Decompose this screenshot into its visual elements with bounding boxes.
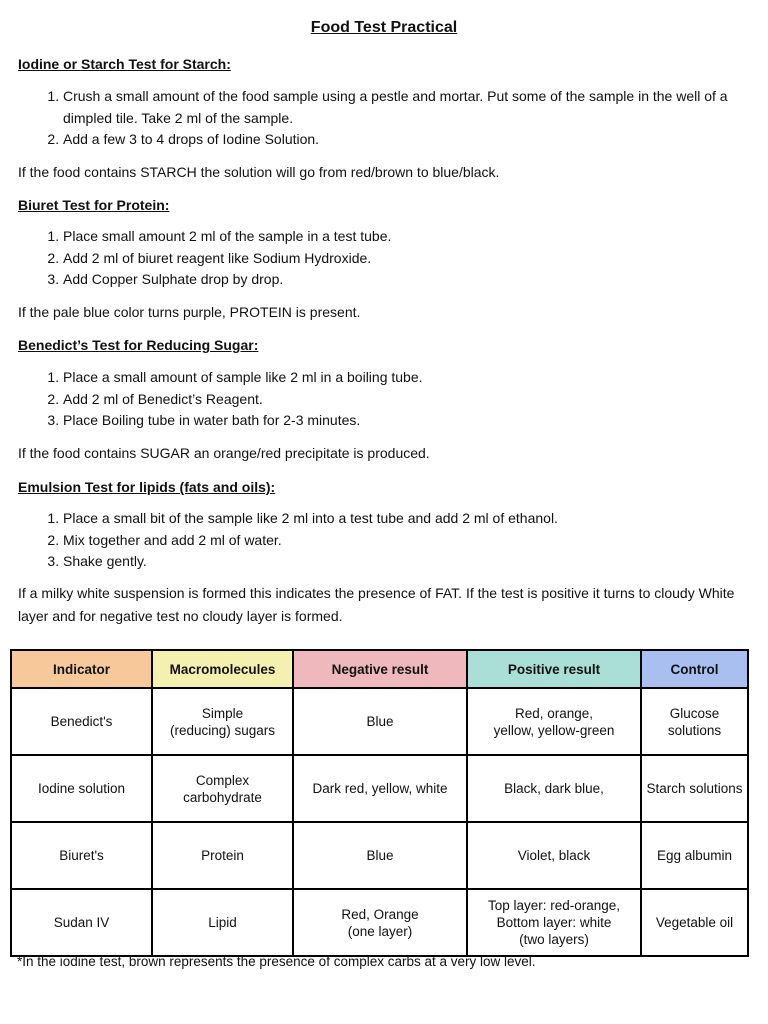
table-cell: Benedict's xyxy=(11,688,152,755)
table-cell: Red, Orange (one layer) xyxy=(293,889,467,956)
conclusion-benedict: If the food contains SUGAR an orange/red precipitate is produced. xyxy=(18,445,430,461)
header-indicator: Indicator xyxy=(11,650,152,688)
list-item: 3. Add Copper Sulphate drop by drop. xyxy=(63,269,743,291)
food-tests-table xyxy=(10,649,749,957)
steps-list-benedict xyxy=(18,367,743,432)
list-item: 1. Place a small amount of sample like 2 ml in a boiling tube. xyxy=(63,367,743,389)
table-cell: Egg albumin xyxy=(641,822,748,889)
table-cell: Red, orange, yellow, yellow-green xyxy=(467,688,641,755)
table-cell: Complex carbohydrate xyxy=(152,755,293,822)
table-cell: Glucose solutions xyxy=(641,688,748,755)
table-row xyxy=(11,889,748,956)
table-cell: Biuret's xyxy=(11,822,152,889)
table-cell: Blue xyxy=(293,822,467,889)
table-cell: Violet, black xyxy=(467,822,641,889)
list-item: 2. Add a few 3 to 4 drops of Iodine Solution. xyxy=(63,129,743,151)
table-cell: Blue xyxy=(293,688,467,755)
section-heading-emulsion: Emulsion Test for lipids (fats and oils): xyxy=(18,479,276,495)
list-item: 2. Add 2 ml of Benedict’s Reagent. xyxy=(63,389,743,411)
table-cell: Simple (reducing) sugars xyxy=(152,688,293,755)
table-row xyxy=(11,688,748,755)
list-item: 2. Add 2 ml of biuret reagent like Sodium Hydroxide. xyxy=(63,248,743,270)
footnote: *In the iodine test, brown represents the presence of complex carbs at a very low level. xyxy=(17,954,536,969)
header-control: Control xyxy=(641,650,748,688)
header-positive-result: Positive result xyxy=(467,650,641,688)
steps-list-biuret xyxy=(18,226,743,291)
table-cell: Vegetable oil xyxy=(641,889,748,956)
conclusion-biuret: If the pale blue color turns purple, PROTEIN is present. xyxy=(18,304,361,320)
conclusion-emulsion: If a milky white suspension is formed this indicates the presence of FAT. If the test is positive it turns to cloudy White layer and for negative test no cloudy layer is formed. xyxy=(18,585,735,624)
list-item: 3. Place Boiling tube in water bath for 2-3 minutes. xyxy=(63,410,743,432)
table-row xyxy=(11,755,748,822)
table-cell: Protein xyxy=(152,822,293,889)
header-macromolecules: Macromolecules xyxy=(152,650,293,688)
conclusion-iodine: If the food contains STARCH the solution will go from red/brown to blue/black. xyxy=(18,164,500,180)
list-item: 2. Mix together and add 2 ml of water. xyxy=(63,530,743,552)
table-cell: Black, dark blue, xyxy=(467,755,641,822)
list-item: 3. Shake gently. xyxy=(63,551,743,573)
list-item: 1. Place a small bit of the sample like 2 ml into a test tube and add 2 ml of ethanol. xyxy=(63,508,743,530)
section-heading-benedict: Benedict’s Test for Reducing Sugar: xyxy=(18,337,259,353)
table-cell: Lipid xyxy=(152,889,293,956)
table-cell: Sudan IV xyxy=(11,889,152,956)
list-item: 1. Place small amount 2 ml of the sample in a test tube. xyxy=(63,226,743,248)
section-heading-iodine: Iodine or Starch Test for Starch: xyxy=(18,56,231,72)
table-header-row xyxy=(11,650,748,688)
table-cell: Dark red, yellow, white xyxy=(293,755,467,822)
table-cell: Iodine solution xyxy=(11,755,152,822)
table-cell: Top layer: red-orange, Bottom layer: white (two layers) xyxy=(467,889,641,956)
table-row xyxy=(11,822,748,889)
table-cell: Starch solutions xyxy=(641,755,748,822)
steps-list-emulsion xyxy=(18,508,743,573)
steps-list-iodine xyxy=(18,86,743,151)
list-item: 1. Crush a small amount of the food sample using a pestle and mortar. Put some of the sample in the well of a dimpled tile. Take 2 ml of the sample. xyxy=(63,86,743,129)
header-negative-result: Negative result xyxy=(293,650,467,688)
page-title: Food Test Practical xyxy=(310,19,458,36)
section-heading-biuret: Biuret Test for Protein: xyxy=(18,197,170,213)
